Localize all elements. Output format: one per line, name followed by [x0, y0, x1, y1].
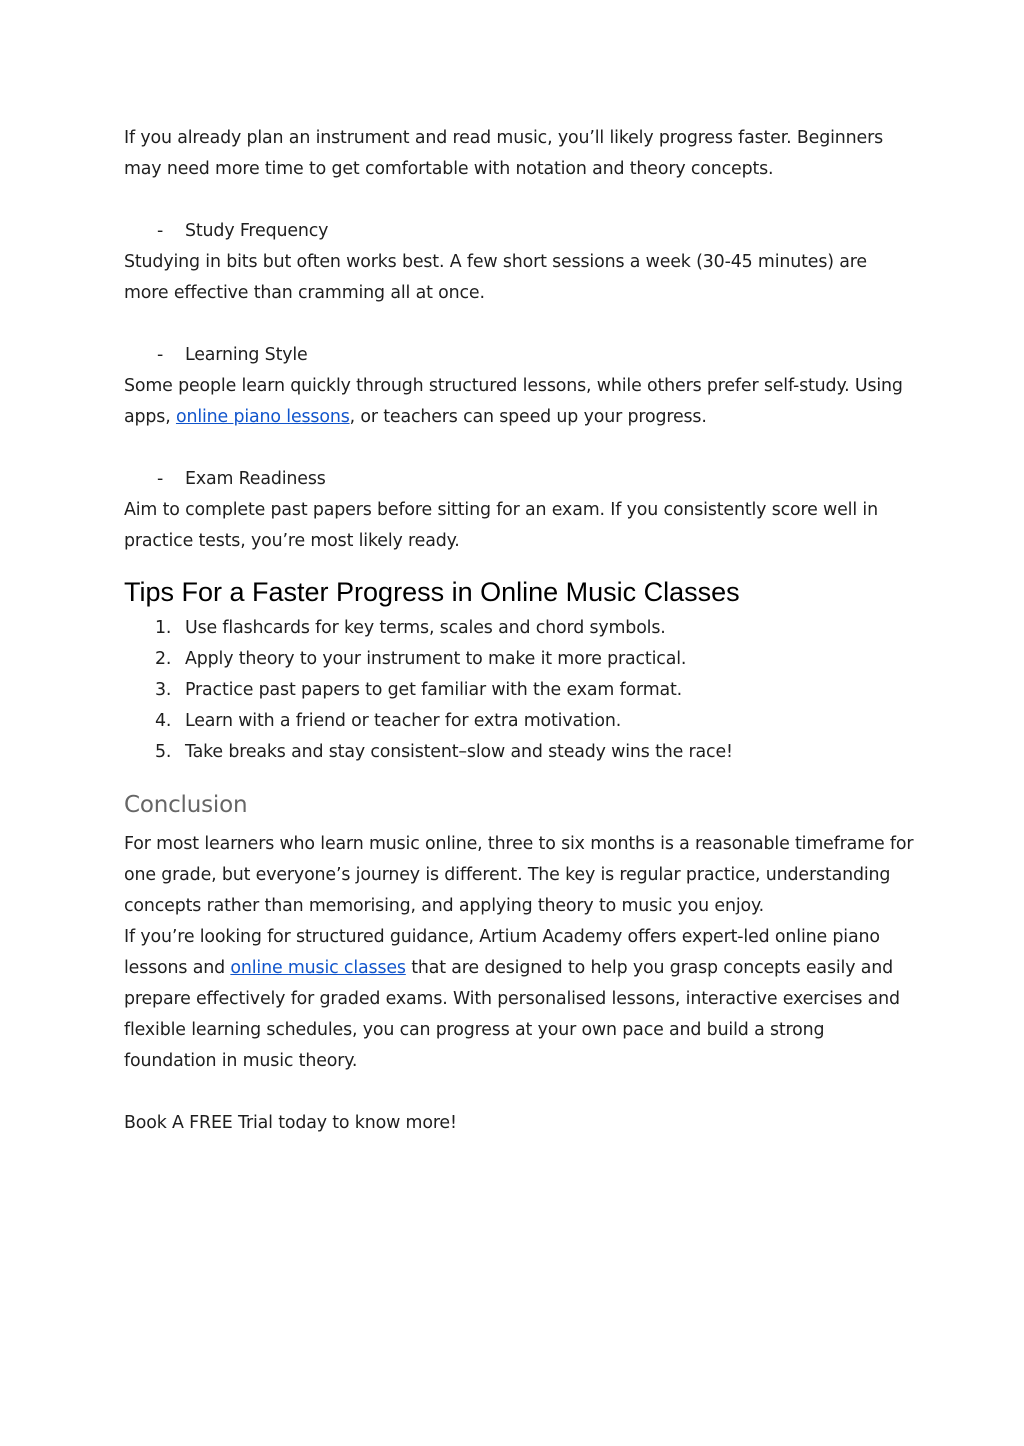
- online-music-classes-link[interactable]: online music classes: [230, 958, 406, 978]
- dash-marker: -: [157, 469, 164, 489]
- dash-marker: -: [157, 221, 164, 241]
- spacer: [124, 1077, 914, 1108]
- list-item-text: Apply theory to your instrument to make it more practical.: [185, 649, 687, 669]
- factor-study-frequency-title: [124, 216, 914, 247]
- factor-title: Study Frequency: [185, 221, 329, 241]
- tips-heading: Tips For a Faster Progress in Online Music Classes: [124, 577, 740, 607]
- factor-title: Exam Readiness: [185, 469, 326, 489]
- list-number: 5.: [155, 742, 172, 762]
- spacer: [124, 185, 914, 216]
- list-number: 4.: [155, 711, 172, 731]
- factor-exam-readiness-body: Aim to complete past papers before sitting for an exam. If you consistently score well in practice tests, you’re most likely ready.: [124, 500, 878, 551]
- list-item: [124, 737, 914, 768]
- spacer: [124, 433, 914, 464]
- list-number: 3.: [155, 680, 172, 700]
- online-piano-lessons-link[interactable]: online piano lessons: [175, 407, 350, 427]
- factor-learning-style-body: [124, 371, 914, 433]
- list-item: [124, 644, 914, 675]
- factor-study-frequency-body: Studying in bits but often works best. A few short sessions a week (30-45 minutes) are more effective than cramming all at once.: [124, 252, 867, 303]
- intro-paragraph: If you already plan an instrument and read music, you’ll likely progress faster. Beginners may need more time to get comfortable with notation and theory concepts.: [124, 128, 883, 179]
- list-item-text: Learn with a friend or teacher for extra motivation.: [185, 711, 622, 731]
- factor-body-text: , or teachers can speed up your progress.: [349, 407, 707, 427]
- factor-body-text: Some people learn quickly through structured lessons, while others prefer self-study. Using apps,: [124, 376, 903, 427]
- list-item-text: Use flashcards for key terms, scales and chord symbols.: [185, 618, 666, 638]
- document-page: [124, 123, 914, 1139]
- factor-exam-readiness-title: [124, 464, 914, 495]
- conclusion-paragraph-2: [124, 922, 914, 1077]
- list-number: 2.: [155, 649, 172, 669]
- spacer: [124, 309, 914, 340]
- list-item: [124, 613, 914, 644]
- list-item: [124, 706, 914, 737]
- factor-learning-style-title: [124, 340, 914, 371]
- dash-marker: -: [157, 345, 164, 365]
- conclusion-text: that are designed to help you grasp concepts easily and prepare effectively for graded exams. With personalised lessons, interactive exercises and flexible learning schedules, you can progress at your own pace and build a strong foundation in music theory.: [124, 958, 900, 1071]
- conclusion-heading: Conclusion: [124, 792, 248, 818]
- list-item-text: Take breaks and stay consistent–slow and steady wins the race!: [185, 742, 733, 762]
- factor-title: Learning Style: [185, 345, 308, 365]
- conclusion-text: If you’re looking for structured guidance, Artium Academy offers expert-led online piano lessons and: [124, 927, 880, 978]
- call-to-action-text: Book A FREE Trial today to know more!: [124, 1113, 457, 1133]
- list-item-text: Practice past papers to get familiar with the exam format.: [185, 680, 683, 700]
- list-item: [124, 675, 914, 706]
- tips-list: [124, 613, 914, 768]
- conclusion-paragraph-1: For most learners who learn music online, three to six months is a reasonable timeframe for one grade, but everyone’s journey is different. The key is regular practice, understanding concepts rather than memorising, and applying theory to music you enjoy.: [124, 834, 914, 916]
- list-number: 1.: [155, 618, 172, 638]
